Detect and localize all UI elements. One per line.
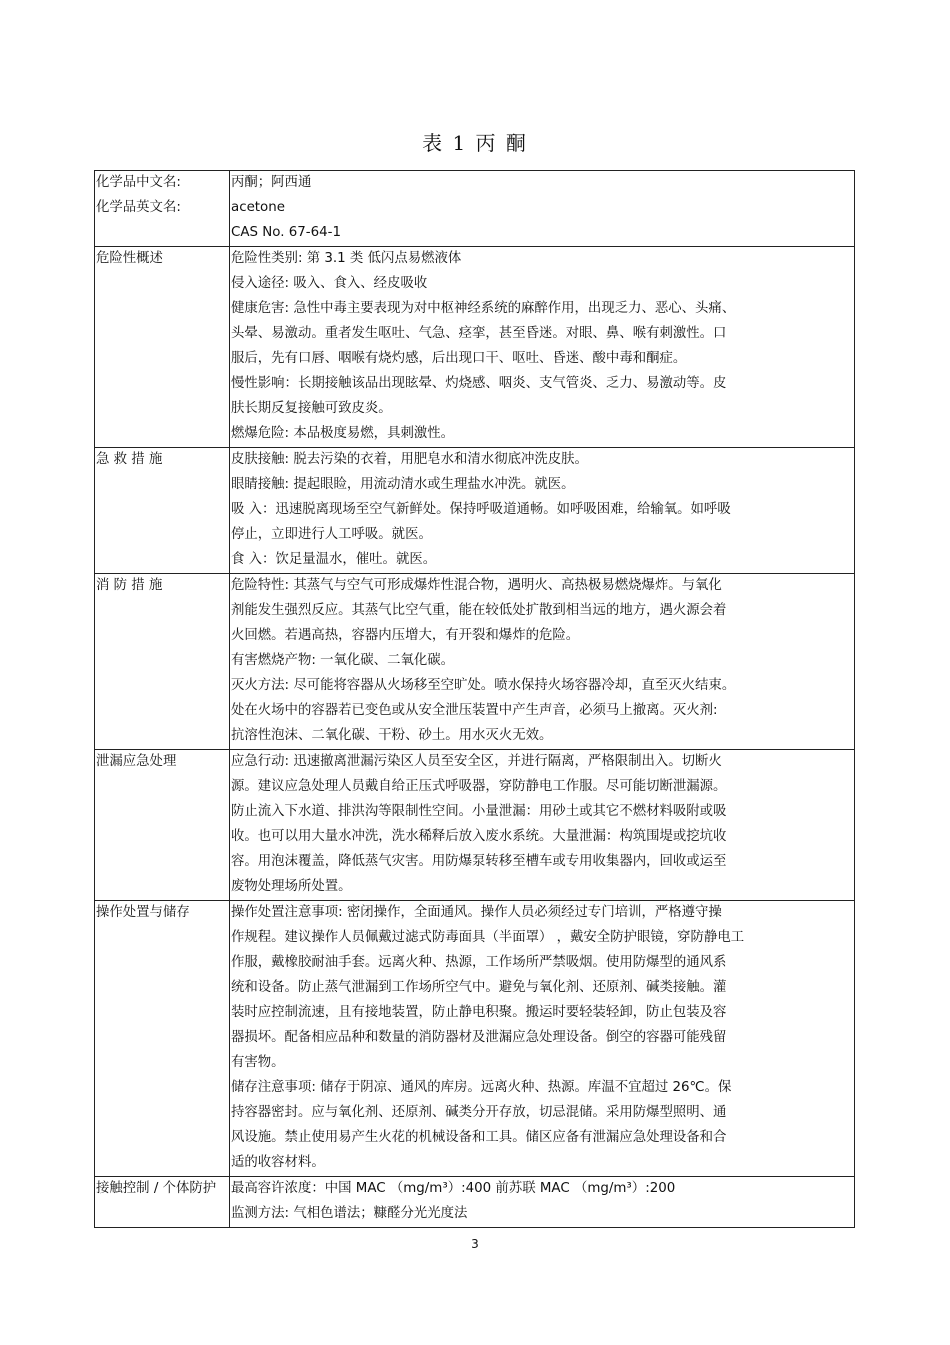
content-line: 最高容许浓度：中国 MAC （mg/m³）:400 前苏联 MAC （mg/m³）:200: [231, 1181, 676, 1196]
content-line: acetone: [231, 200, 285, 215]
content-line: 皮肤接触: 脱去污染的衣着，用肥皂水和清水彻底冲洗皮肤。: [231, 452, 588, 467]
section-content: [230, 247, 855, 448]
content-line: 有害物。: [231, 1055, 285, 1070]
section-label-text: 化学品英文名:: [96, 200, 181, 215]
content-line: 防止流入下水道、排洪沟等限制性空间。小量泄漏：用砂土或其它不燃材料吸附或吸: [231, 804, 727, 819]
section-row: [95, 448, 855, 574]
content-line: 食 入：饮足量温水，催吐。就医。: [231, 552, 437, 567]
content-line: 应急行动: 迅速撤离泄漏污染区人员至安全区，并进行隔离，严格限制出入。切断火: [231, 754, 722, 769]
content-line: 燃爆危险: 本品极度易燃，具刺激性。: [231, 426, 455, 441]
content-line: 作服，戴橡胶耐油手套。远离火种、热源，工作场所严禁吸烟。使用防爆型的通风系: [231, 955, 727, 970]
page-number: 3: [471, 1237, 479, 1251]
section-label-text: 接触控制 / 个体防护: [96, 1181, 217, 1196]
content-line: CAS No. 67-64-1: [231, 225, 342, 240]
section-row: [95, 247, 855, 448]
section-label: [95, 247, 230, 448]
section-content: [230, 1177, 855, 1228]
section-row: [95, 750, 855, 901]
content-line: 器损坏。配备相应品种和数量的消防器材及泄漏应急处理设备。倒空的容器可能残留: [231, 1030, 727, 1045]
section-label: [95, 901, 230, 1177]
section-label: [95, 448, 230, 574]
content-line: 适的收容材料。: [231, 1155, 325, 1170]
section-content: [230, 448, 855, 574]
page-title: 表 1 丙 酮: [422, 131, 528, 155]
section-row: [95, 901, 855, 1177]
content-line: 储存注意事项: 储存于阴凉、通风的库房。远离火种、热源。库温不宜超过 26℃。保: [231, 1080, 732, 1095]
content-line: 服后，先有口唇、咽喉有烧灼感，后出现口干、呕吐、昏迷、酸中毒和酮症。: [231, 351, 687, 366]
content-line: 抗溶性泡沫、二氧化碳、干粉、砂土。用水灭火无效。: [231, 728, 553, 743]
section-label: [95, 750, 230, 901]
section-row: [95, 1177, 855, 1228]
content-line: 操作处置注意事项: 密闭操作，全面通风。操作人员必须经过专门培训，严格遵守操: [231, 905, 722, 920]
content-line: 源。建议应急处理人员戴自给正压式呼吸器，穿防静电工作服。尽可能切断泄漏源。: [231, 779, 727, 794]
content-line: 收。也可以用大量水冲洗，洗水稀释后放入废水系统。大量泄漏：构筑围堤或挖坑收: [231, 829, 727, 844]
msds-table: [94, 170, 855, 1228]
content-line: 灭火方法: 尽可能将容器从火场移至空旷处。喷水保持火场容器冷却，直至灭火结束。: [231, 678, 736, 693]
content-line: 吸 入：迅速脱离现场至空气新鲜处。保持呼吸道通畅。如呼吸困难，给输氧。如呼吸: [231, 502, 731, 517]
content-line: 眼睛接触: 提起眼睑，用流动清水或生理盐水冲洗。就医。: [231, 477, 575, 492]
section-content: [230, 171, 855, 247]
section-content: [230, 574, 855, 750]
content-line: 火回燃。若遇高热，容器内压增大，有开裂和爆炸的危险。: [231, 628, 580, 643]
section-content: [230, 901, 855, 1177]
content-line: 丙酮；阿西通: [231, 175, 312, 190]
content-line: 装时应控制流速，且有接地装置，防止静电积聚。搬运时要轻装轻卸，防止包装及容: [231, 1005, 727, 1020]
content-line: 慢性影响：长期接触该品出现眩晕、灼烧感、咽炎、支气管炎、乏力、易激动等。皮: [231, 376, 727, 391]
content-line: 持容器密封。应与氧化剂、还原剂、碱类分开存放，切忌混储。采用防爆型照明、通: [231, 1105, 727, 1120]
section-label-text: 危险性概述: [96, 251, 163, 266]
section-row: [95, 574, 855, 750]
section-content: [230, 750, 855, 901]
content-line: 头晕、易激动。重者发生呕吐、气急、痉挛，甚至昏迷。对眼、鼻、喉有刺激性。口: [231, 326, 727, 341]
section-label: [95, 574, 230, 750]
content-line: 容。用泡沫覆盖，降低蒸气灾害。用防爆泵转移至槽车或专用收集器内，回收或运至: [231, 854, 727, 869]
content-line: 处在火场中的容器若已变色或从安全泄压装置中产生声音，必须马上撤离。灭火剂:: [231, 703, 718, 718]
content-line: 风设施。禁止使用易产生火花的机械设备和工具。储区应备有泄漏应急处理设备和合: [231, 1130, 727, 1145]
section-label: [95, 171, 230, 247]
section-label-text: 泄漏应急处理: [96, 754, 177, 769]
content-line: 废物处理场所处置。: [231, 879, 352, 894]
section-label-text: 化学品中文名:: [96, 175, 181, 190]
content-line: 危险性类别: 第 3.1 类 低闪点易燃液体: [231, 251, 462, 266]
section-label-text: 消 防 措 施: [96, 578, 163, 593]
content-line: 危险特性: 其蒸气与空气可形成爆炸性混合物，遇明火、高热极易燃烧爆炸。与氧化: [231, 578, 722, 593]
content-line: 侵入途径: 吸入、食入、经皮吸收: [231, 276, 428, 291]
content-line: 剂能发生强烈反应。其蒸气比空气重，能在较低处扩散到相当远的地方，遇火源会着: [231, 603, 727, 618]
content-line: 健康危害: 急性中毒主要表现为对中枢神经系统的麻醉作用，出现乏力、恶心、头痛、: [231, 301, 736, 316]
content-line: 停止，立即进行人工呼吸。就医。: [231, 527, 432, 542]
content-line: 有害燃烧产物: 一氧化碳、二氧化碳。: [231, 653, 455, 668]
content-line: 监测方法: 气相色谱法；糠醛分光光度法: [231, 1206, 468, 1221]
section-label-text: 急 救 措 施: [96, 452, 163, 467]
section-label: [95, 1177, 230, 1228]
content-line: 肤长期反复接触可致皮炎。: [231, 401, 392, 416]
content-line: 统和设备。防止蒸气泄漏到工作场所空气中。避免与氧化剂、还原剂、碱类接触。灌: [231, 980, 727, 995]
section-row: [95, 171, 855, 247]
section-label-text: 操作处置与储存: [96, 905, 190, 920]
content-line: 作规程。建议操作人员佩戴过滤式防毒面具（半面罩） ，戴安全防护眼镜，穿防静电工: [231, 930, 745, 945]
